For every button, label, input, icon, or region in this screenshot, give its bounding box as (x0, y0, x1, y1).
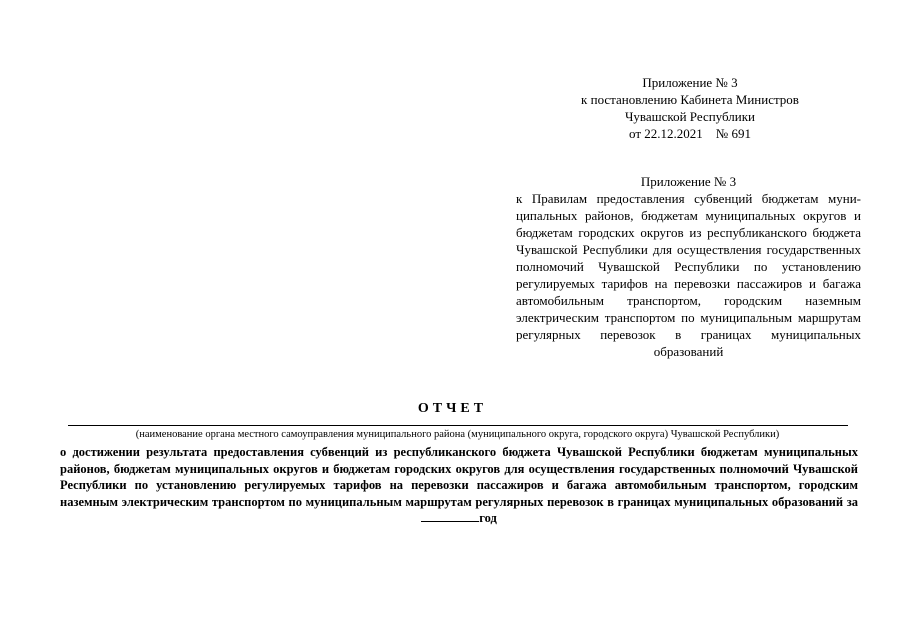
report-description-text: о достижении результата предоставления субвенций из республиканского бюджета Чувашской Республики бюджетам муниципальных районов, бюджетам муниципальных округов и бюджетам городских округов для осуществления государственных полномочий Чувашской Республики по установлению регулируемых тарифов на перевозки пассажиров и багажа автомобильным транспортом, городским наземным электрическим транспортом по муниципальным маршрутам регулярных перевозок в границах муниципальных образований за (60, 445, 858, 509)
rules-appendix-body: к Правилам предоставления субвенций бюджетам муниципальных районов, бюджетам муниципальных округов и бюджетам городских округов из республиканского бюджета Чувашской Республики для осуществления государственных полномочий Чувашской Республики по установлению регулируемых тарифов на перевозки пассажиров и багажа автомобильным транспортом, городским наземным электрическим транспортом по муниципальным маршрутам регулярных перевозок в границах муниципальных образований (516, 191, 861, 359)
year-suffix: год (479, 511, 497, 525)
appendix-number: Приложение № 3 (642, 75, 738, 90)
year-blank-field (421, 510, 479, 522)
rules-appendix (516, 173, 861, 360)
rules-appendix-title: Приложение № 3 (640, 174, 737, 189)
report-description (60, 444, 858, 527)
appendix-resolution-ref: к постановлению Кабинета Министров (581, 92, 799, 107)
org-name-caption: (наименование органа местного самоуправления муниципального района (муниципального округа, городского округа) Чувашской Республики) (135, 429, 780, 440)
appendix-header (510, 74, 870, 142)
appendix-date-number: от 22.12.2021 № 691 (629, 126, 751, 141)
report-title: ОТЧЕТ (417, 401, 488, 416)
appendix-republic: Чувашской Республики (624, 109, 756, 124)
org-name-fill-line (68, 425, 848, 426)
